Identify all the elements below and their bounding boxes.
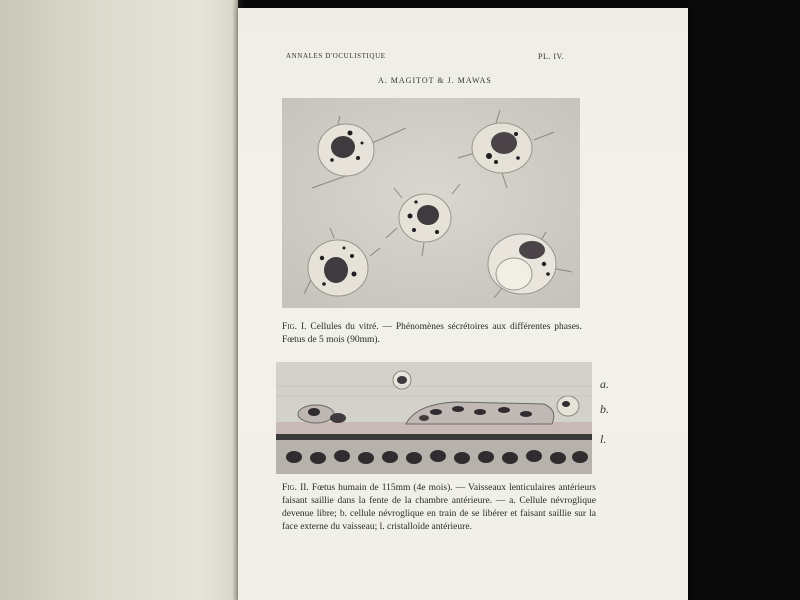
figure-1-label: Fig. I. xyxy=(282,322,307,332)
authors-line: A. MAGITOT & J. MAWAS xyxy=(378,76,492,85)
figure-1-caption xyxy=(282,321,582,347)
figure-1-caption-text: Cellules du vitré. — Phénomènes sécrétoires aux différentes phases. Fœtus de 5 mois (90mm). xyxy=(282,322,582,345)
right-page xyxy=(238,8,688,600)
journal-header: ANNALES D'OCULISTIQUE xyxy=(286,52,386,60)
figure-2-illustration xyxy=(276,362,592,474)
left-page xyxy=(0,0,238,600)
marker-b: b. xyxy=(600,402,609,416)
figure-2-caption-text: Fœtus humain de 115mm (4e mois). — Vaisseaux lenticulaires antérieurs faisant saillie dans la fente de la chambre antérieure. — a. Cellule névroglique devenue libre; b. cellule névroglique en train de se libérer et faisant saillie sur la face externe du vaisseau; l. cristalloïde antérieure. xyxy=(282,483,597,532)
figure-1-illustration xyxy=(282,98,580,308)
neuroglia-cell-b xyxy=(557,396,579,416)
figure-2-label: Fig. II. xyxy=(282,483,309,493)
marker-l: l. xyxy=(600,432,607,446)
plate-number: PL. IV. xyxy=(538,52,565,61)
marker-a: a. xyxy=(600,377,609,391)
figure-2-caption xyxy=(282,482,596,534)
